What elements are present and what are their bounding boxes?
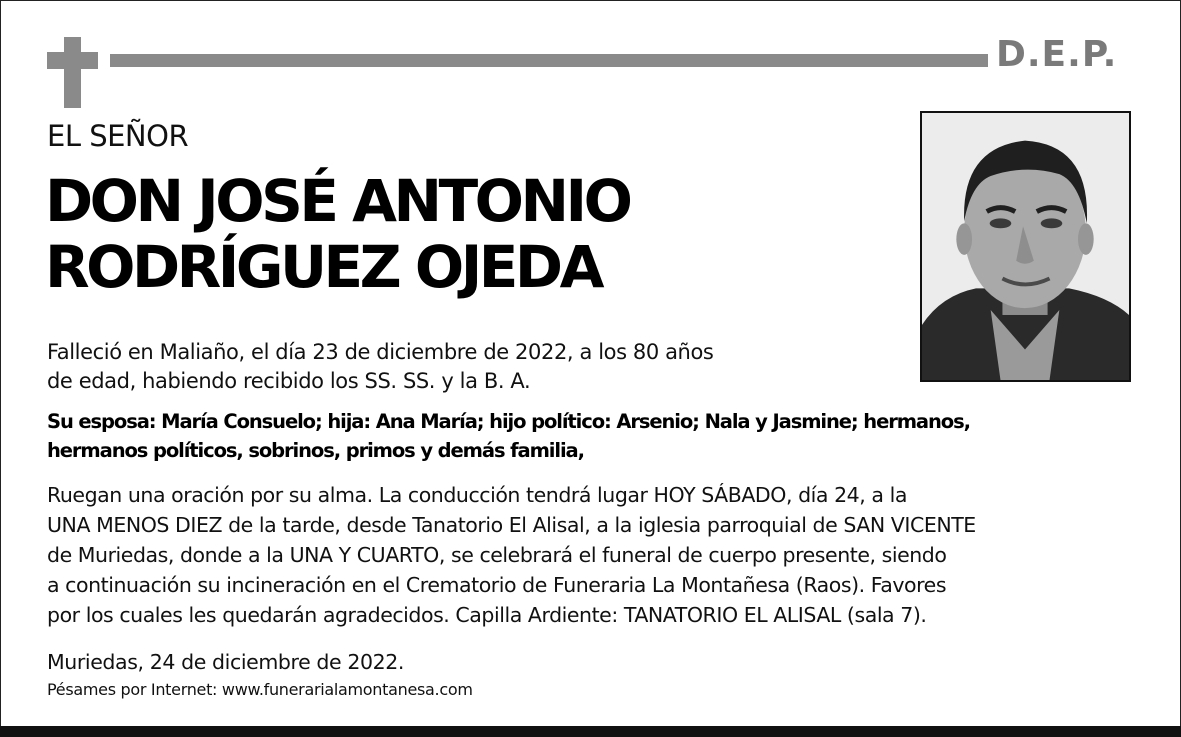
portrait-photo (920, 111, 1131, 382)
death-notice (47, 338, 807, 396)
header-rule (110, 54, 988, 67)
service-details (47, 480, 1157, 630)
deceased-name (45, 168, 905, 300)
condolences-website: Pésames por Internet: www.funerarialamontanesa.com (47, 680, 473, 699)
service-line: por los cuales les quedarán agradecidos. Capilla Ardiente: TANATORIO EL ALISAL (sala 7). (47, 603, 927, 627)
service-line: UNA MENOS DIEZ de la tarde, desde Tanatorio El Alisal, a la iglesia parroquial de SAN VICENTE (47, 513, 976, 537)
bottom-border-bar (0, 726, 1181, 737)
dep-label: D.E.P. (996, 34, 1118, 75)
service-line: de Muriedas, donde a la UNA Y CUARTO, se celebrará el funeral de cuerpo presente, siendo (47, 543, 947, 567)
honorific: EL SEÑOR (47, 119, 189, 153)
service-line: Ruegan una oración por su alma. La conducción tendrá lugar HOY SÁBADO, día 24, a la (47, 483, 907, 507)
death-notice-line: Falleció en Maliaño, el día 23 de diciembre de 2022, a los 80 años (47, 340, 714, 364)
family-line: Su esposa: María Consuelo; hija: Ana María; hijo político: Arsenio; Nala y Jasmine; hermanos, (47, 410, 970, 433)
family-line: hermanos políticos, sobrinos, primos y demás familia, (47, 439, 584, 462)
service-line: a continuación su incineración en el Crematorio de Funeraria La Montañesa (Raos). Favores (47, 573, 947, 597)
death-notice-line: de edad, habiendo recibido los SS. SS. y la B. A. (47, 369, 531, 393)
family-list (47, 407, 1157, 465)
deceased-name-line: RODRÍGUEZ OJEDA (45, 233, 601, 301)
deceased-name-line: DON JOSÉ ANTONIO (45, 167, 630, 235)
place-and-date: Muriedas, 24 de diciembre de 2022. (47, 650, 405, 674)
